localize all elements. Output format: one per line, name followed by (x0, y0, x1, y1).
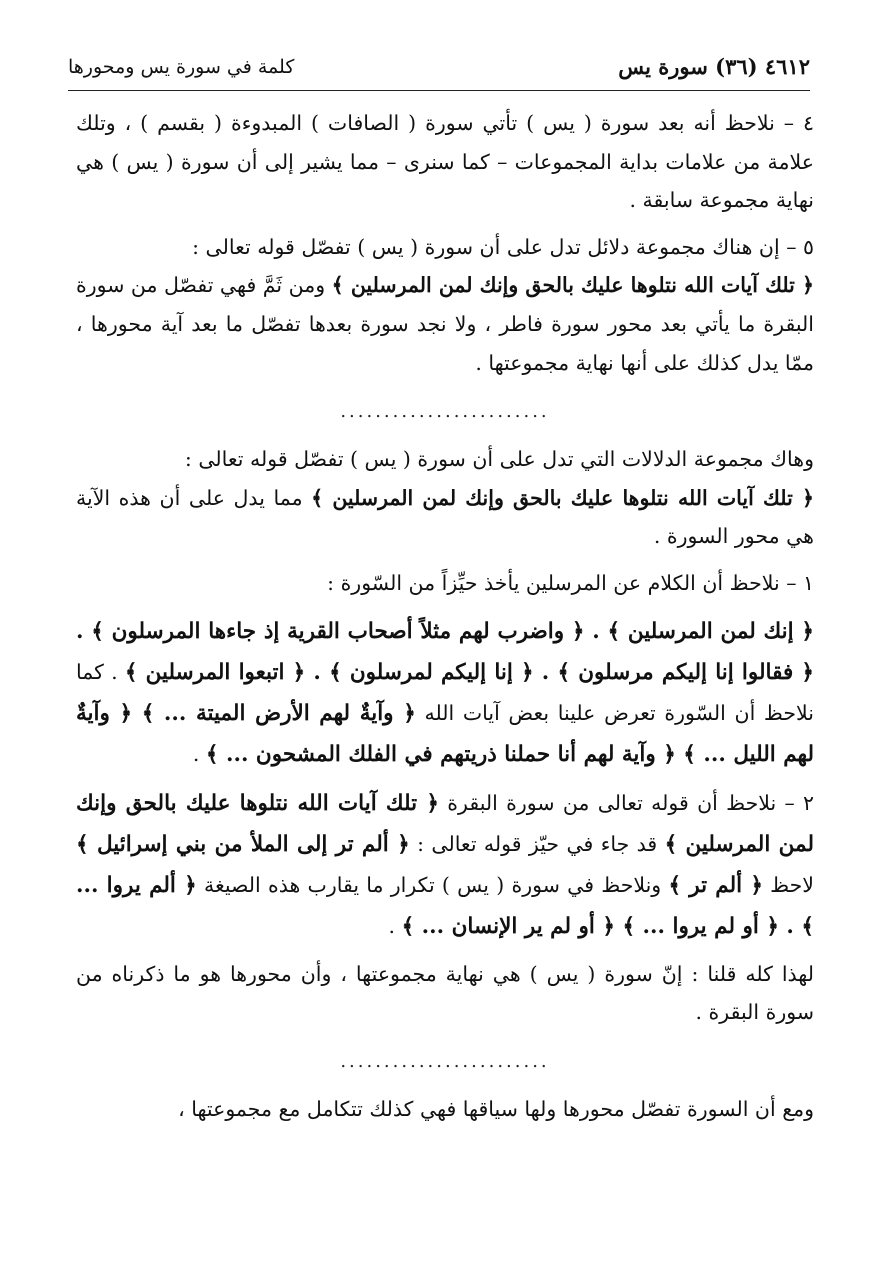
point-5-intro: ٥ – إن هناك مجموعة دلائل تدل على أن سورة ( يس ) تفصّل قوله تعالى : (192, 234, 814, 259)
point-2-text: ونلاحظ في سورة ( يس ) تكرار ما يقارب هذه الصيغة (196, 872, 669, 897)
point-2-text: قد جاء في حيّز قوله تعالى : (409, 831, 665, 856)
quran-verse: ﴿ وآيةٌ لهم الأرض الميتة ... ﴾ ﴿ وآيةٌ لهم الليل ... ﴾ ﴿ وآية لهم أنا حملنا ذريتهم في الفلك المشحون ... ﴾ (76, 700, 814, 767)
quran-verse: ﴿ تلك آيات الله نتلوها عليك بالحق وإنك لمن المرسلين ﴾ (331, 273, 815, 298)
page-body (76, 104, 814, 1128)
paragraph-point-1: ١ – نلاحظ أن الكلام عن المرسلين يأخذ حيِّزاً من السّورة : (327, 570, 814, 595)
paragraph-final: ومع أن السورة تفصّل محورها ولها سياقها فهي كذلك تتكامل مع مجموعتها ، (178, 1096, 814, 1121)
evidence-intro-rest: مما يدل على أن هذه الآية هي محور السورة . (76, 485, 814, 549)
paragraph-verses-list (76, 611, 814, 775)
point-2-text: لاحظ (762, 872, 814, 897)
paragraph-point-2 (76, 783, 814, 947)
paragraph-evidence-intro (76, 440, 814, 556)
quran-verse: ﴿ ألم يروا ... ﴾ . ﴿ أو لم يروا ... ﴾ ﴿ أو لم ير الإنسان ... ﴾ (76, 872, 814, 939)
section-separator: ........................ (340, 1050, 550, 1072)
paragraph-point-5 (76, 228, 814, 382)
paragraph-point-4: ٤ – نلاحظ أنه بعد سورة ( يس ) تأتي سورة ( الصافات ) المبدوءة ( بقسم ) ، وتلك علامة من علامات بداية المجموعات – كما سنرى – مما يشير إلى أن سورة ( يس ) هي نهاية مجموعة سابقة . (76, 111, 814, 213)
chapter-title: كلمة في سورة يس ومحورها (68, 56, 295, 78)
period: . (388, 913, 402, 938)
quran-verse: ﴿ تلك آيات الله نتلوها عليك بالحق وإنك لمن المرسلين ﴾ (76, 790, 815, 857)
evidence-intro-text: وهاك مجموعة الدلالات التي تدل على أن سورة ( يس ) تفصّل قوله تعالى : (184, 447, 814, 472)
point-2-text: ٢ – نلاحظ أن قوله تعالى من سورة البقرة (439, 790, 815, 815)
verses-list-text: . كما نلاحظ أن السّورة تعرض علينا بعض آيات الله (76, 659, 814, 725)
period: . (192, 741, 206, 766)
quran-verse: ﴿ تلك آيات الله نتلوها عليك بالحق وإنك لمن المرسلين ﴾ (311, 485, 814, 510)
quran-verse: ﴿ ألم تر ﴾ (668, 872, 763, 898)
section-separator: ........................ (340, 401, 550, 423)
page-number-and-surah: ٤٦١٢ (٣٦) سورة يس (618, 54, 810, 79)
point-5-rest: ومن ثَمَّ فهي تفصّل من سورة البقرة ما يأتي بعد محور سورة فاطر ، ولا نجد سورة بعدها تفصّل ما بعد آية محورها ، ممّا يدل كذلك على أنها نهاية مجموعتها . (76, 273, 814, 375)
paragraph-conclusion: لهذا كله قلنا : إنّ سورة ( يس ) هي نهاية مجموعتها ، وأن محورها هو ما ذكرناه من سورة البقرة . (76, 961, 814, 1025)
quran-verse: ﴿ إنك لمن المرسلين ﴾ . ﴿ واضرب لهم مثلاً أصحاب القرية إذ جاءها المرسلون ﴾ . ﴿ فقالوا إنا إليكم مرسلون ﴾ . ﴿ إنا إليكم لمرسلون ﴾ . ﴿ اتبعوا المرسلين ﴾ (76, 618, 815, 685)
page-header (68, 50, 810, 91)
quran-verse: ﴿ ألم تر إلى الملأ من بني إسرائيل ﴾ (76, 831, 410, 857)
